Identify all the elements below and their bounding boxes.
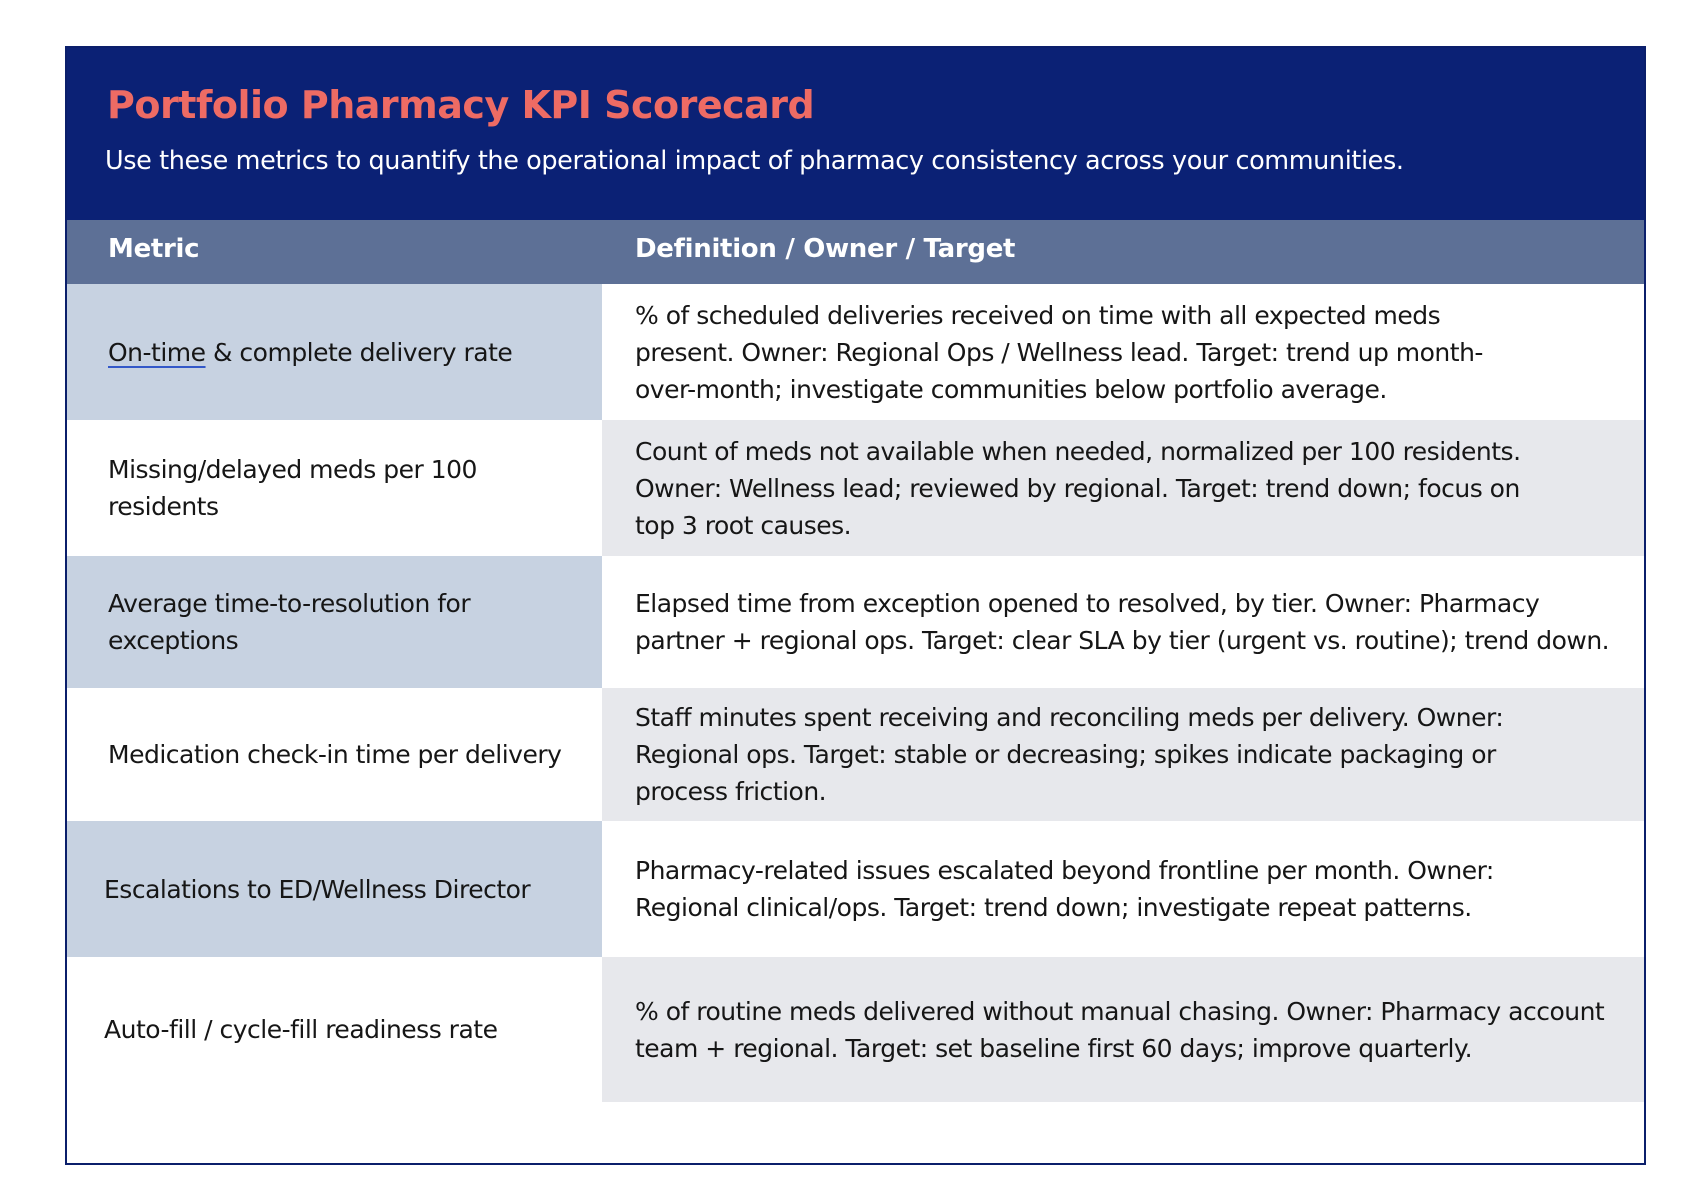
metric-label: Escalations to ED/Wellness Director bbox=[104, 874, 531, 904]
definition-cell bbox=[602, 688, 1644, 821]
kpi-table-body bbox=[67, 284, 1644, 1102]
metric-label: Average time-to-resolution for exceptions bbox=[108, 589, 471, 655]
table-row bbox=[67, 821, 1644, 957]
metric-cell bbox=[67, 284, 602, 420]
metric-cell bbox=[67, 688, 602, 821]
column-header-metric: Metric bbox=[108, 234, 200, 264]
table-row bbox=[67, 688, 1644, 821]
definition-text: % of scheduled deliveries received on time with all expected meds present. Owner: Regional Ops / Wellness lead. Target: trend up month-over-month; investigate communities below portfolio average. bbox=[635, 300, 1483, 404]
definition-cell bbox=[602, 556, 1644, 688]
definition-cell bbox=[602, 420, 1644, 556]
scorecard-title: Portfolio Pharmacy KPI Scorecard bbox=[107, 83, 815, 127]
metric-cell bbox=[67, 420, 602, 556]
scorecard-subtitle: Use these metrics to quantify the operational impact of pharmacy consistency across your communities. bbox=[105, 146, 1404, 176]
table-row bbox=[67, 957, 1644, 1102]
metric-label bbox=[108, 334, 512, 371]
metric-label: Missing/delayed meds per 100 residents bbox=[108, 455, 477, 521]
title-banner bbox=[67, 48, 1644, 220]
definition-text: Pharmacy-related issues escalated beyond frontline per month. Owner: Regional clinical/ops. Target: trend down; investigate repeat patterns. bbox=[635, 856, 1494, 922]
metric-label-underlined: On-time bbox=[108, 337, 206, 367]
definition-cell bbox=[602, 957, 1644, 1102]
metric-cell bbox=[67, 821, 602, 957]
definition-text: % of routine meds delivered without manual chasing. Owner: Pharmacy account team + regional. Target: set baseline first 60 days; improve quarterly. bbox=[635, 996, 1605, 1063]
definition-cell bbox=[602, 284, 1644, 420]
metric-label-rest: & complete delivery rate bbox=[205, 337, 513, 367]
column-header-definition: Definition / Owner / Target bbox=[635, 234, 1016, 264]
table-row bbox=[67, 420, 1644, 556]
kpi-scorecard bbox=[65, 46, 1646, 1165]
table-row bbox=[67, 284, 1644, 420]
definition-text: Staff minutes spent receiving and reconciling meds per delivery. Owner: Regional ops. Target: stable or decreasing; spikes indicate packaging or process friction. bbox=[635, 703, 1504, 806]
metric-cell bbox=[67, 556, 602, 688]
metric-label: Auto-fill / cycle-fill readiness rate bbox=[104, 1015, 498, 1044]
definition-text: Elapsed time from exception opened to resolved, by tier. Owner: Pharmacy partner + regional ops. Target: clear SLA by tier (urgent vs. routine); trend down. bbox=[635, 589, 1610, 655]
metric-label: Medication check-in time per delivery bbox=[108, 740, 562, 769]
definition-text: Count of meds not available when needed, normalized per 100 residents. Owner: Wellness lead; reviewed by regional. Target: trend down; focus on top 3 root causes. bbox=[635, 436, 1521, 540]
table-row bbox=[67, 556, 1644, 688]
metric-cell bbox=[67, 957, 602, 1102]
table-header bbox=[67, 220, 1644, 284]
definition-cell bbox=[602, 821, 1644, 957]
